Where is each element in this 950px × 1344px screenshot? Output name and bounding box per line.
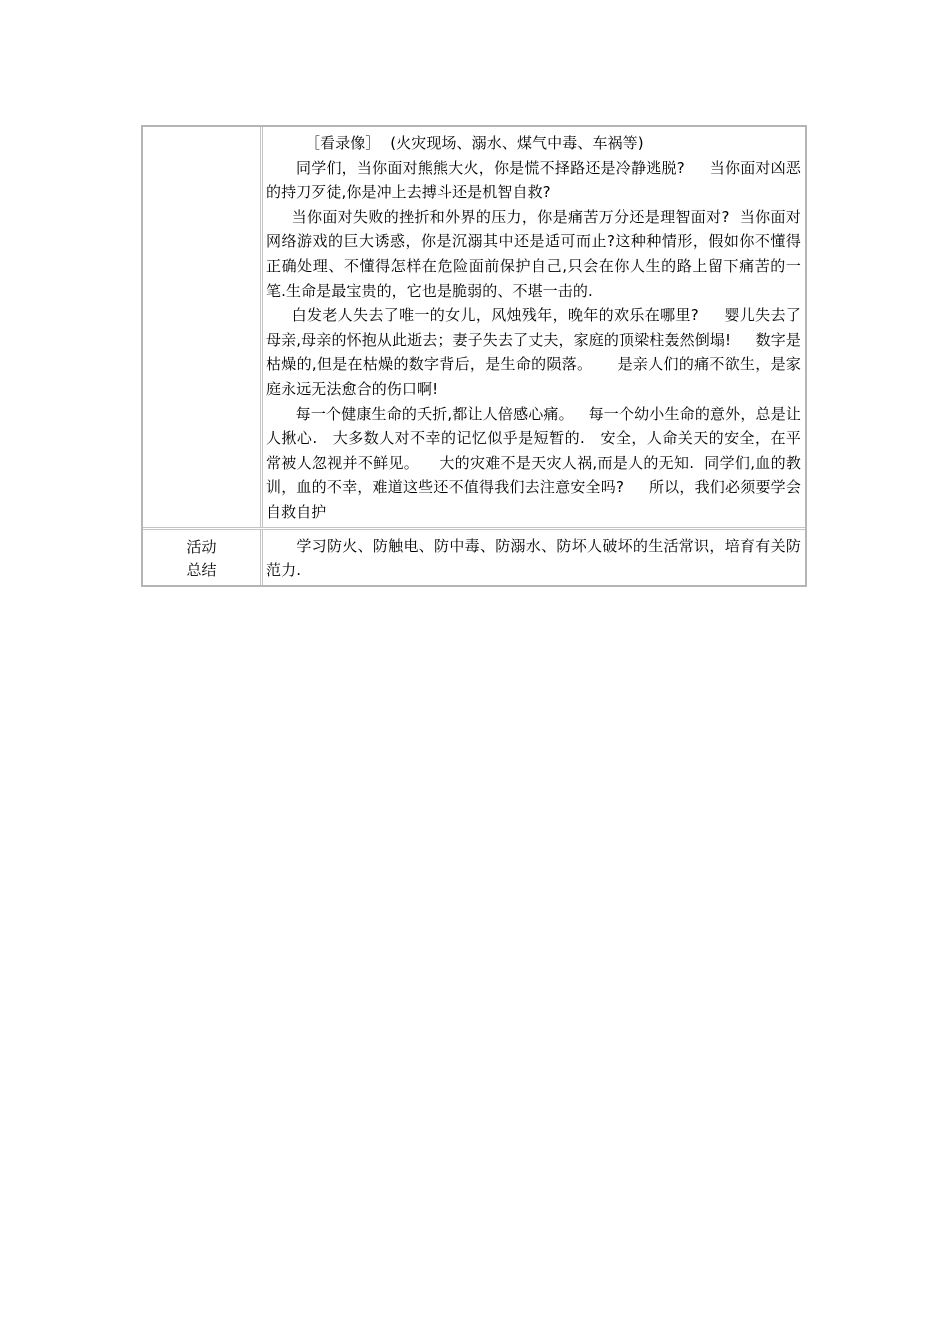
video-discussion-content xyxy=(263,127,805,527)
lesson-plan-table xyxy=(141,125,807,587)
row-label-empty xyxy=(143,127,263,527)
table-row-video xyxy=(143,127,805,530)
paragraph-fire-and-danger: 同学们，当你面对熊熊大火，你是慌不择路还是冷静逃脱? 当你面对凶恶的持刀歹徒,你是冲上去搏斗还是机智自救? xyxy=(266,158,801,202)
label-line-2: 总结 xyxy=(186,560,217,579)
table-row-summary xyxy=(143,530,805,585)
paragraph-family-loss: 白发老人失去了唯一的女儿，风烛残年，晚年的欢乐在哪里? 婴儿失去了母亲,母亲的怀抱从此逝去；妻子失去了丈夫，家庭的顶梁柱轰然倒塌! 数字是枯燥的,但是在枯燥的数字背后，是生命的陨落。 是亲人们的痛不欲生，是家庭永远无法愈合的伤口啊! xyxy=(266,306,801,398)
paragraph-watch-video: ［看录像］ (火灾现场、溺水、煤气中毒、车祸等) xyxy=(266,134,644,152)
paragraph-pressure-and-games: 当你面对失败的挫折和外界的压力，你是痛苦万分还是理智面对? 当你面对网络游戏的巨大诱惑，你是沉溺其中还是适可而止?这种种情形，假如你不懂得正确处理、不懂得怎样在危险面前保护自己,只会在你人生的路上留下痛苦的一笔.生命是最宝贵的，它也是脆弱的、不堪一击的. xyxy=(266,207,801,300)
paragraph-safety-lesson: 每一个健康生命的夭折,都让人倍感心痛。 每一个幼小生命的意外，总是让人揪心. 大多数人对不幸的记忆似乎是短暂的. 安全，人命关天的安全，在平常被人忽视并不鲜见。 大的灾难不是天灾人祸,而是人的无知. 同学们,血的教训，血的不幸，难道这些还不值得我们去注意安全吗? 所以，我们必须要学会自救自护 xyxy=(266,404,801,521)
activity-summary-content xyxy=(263,530,805,585)
summary-text: 学习防火、防触电、防中毒、防溺水、防坏人破坏的生活常识，培育有关防范力. xyxy=(266,536,801,580)
label-line-1: 活动 xyxy=(186,537,217,556)
row-label-summary xyxy=(143,530,263,585)
